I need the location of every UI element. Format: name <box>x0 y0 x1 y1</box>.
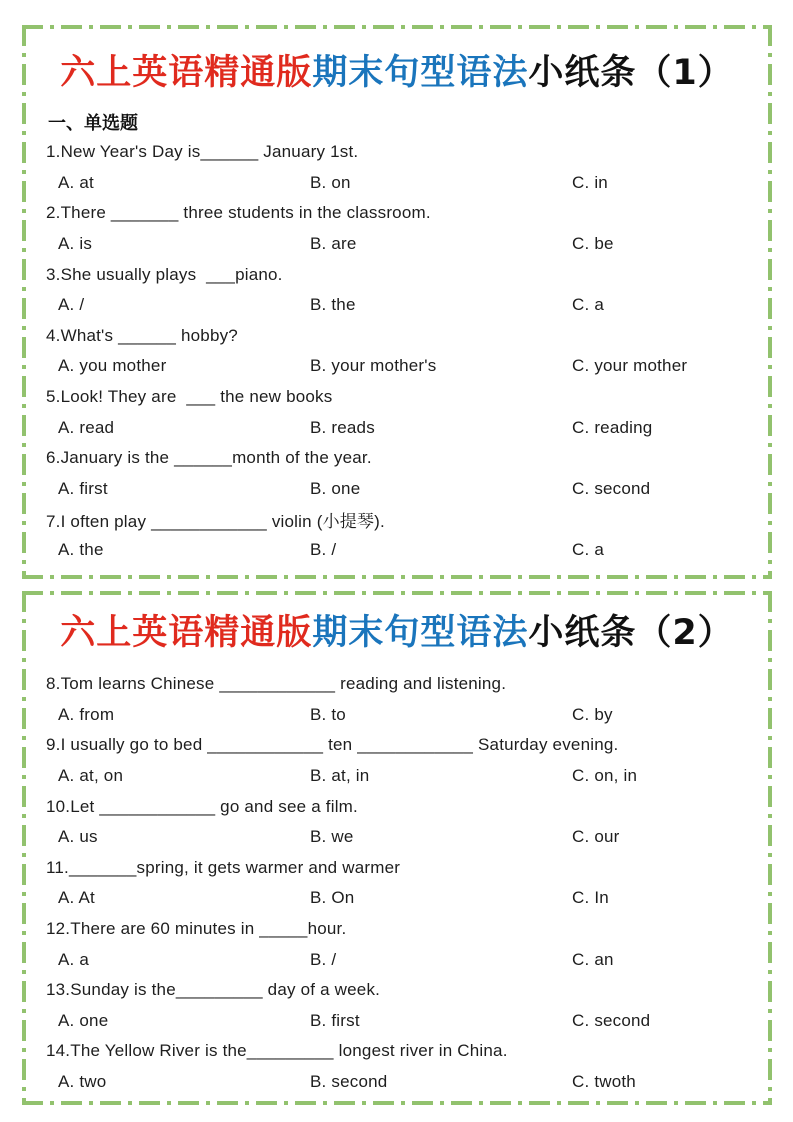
option-a: A. At <box>58 888 95 908</box>
question-row <box>22 1036 772 1097</box>
option-c: C. our <box>572 827 620 847</box>
options-row <box>22 229 772 260</box>
option-b: B. at, in <box>310 766 370 786</box>
option-a: A. first <box>58 478 108 498</box>
title-part-red: 六上英语精通版 <box>60 53 313 93</box>
options-row <box>22 761 772 792</box>
option-b: B. reads <box>310 417 375 437</box>
options-row <box>22 474 772 505</box>
section-subheading: 一、单选题 <box>48 113 138 133</box>
question-row <box>22 730 772 791</box>
option-b: B. the <box>310 295 356 315</box>
option-c: C. an <box>572 949 614 969</box>
option-a: A. you mother <box>58 356 167 376</box>
worksheet-section-1 <box>22 25 772 579</box>
question-row <box>22 914 772 975</box>
options-row <box>22 351 772 382</box>
section-title <box>22 25 772 97</box>
option-a: A. / <box>58 295 85 315</box>
question-row <box>22 382 772 443</box>
option-c: C. a <box>572 295 604 315</box>
option-a: A. us <box>58 827 98 847</box>
options-row <box>22 535 772 566</box>
question-text: 2.There _______ three students in the classroom. <box>46 203 431 223</box>
option-b: B. your mother's <box>310 356 437 376</box>
options-row <box>22 168 772 199</box>
title-part-blue: 期末句型语法 <box>312 53 529 93</box>
option-c: C. a <box>572 540 604 560</box>
option-b: B. first <box>310 1010 360 1030</box>
question-row <box>22 198 772 259</box>
option-c: C. second <box>572 1010 651 1030</box>
title-part-black: 小纸条（1） <box>528 53 734 93</box>
question-text: 5.Look! They are ___ the new books <box>46 387 333 407</box>
question-text: 10.Let ____________ go and see a film. <box>46 796 358 816</box>
option-c: C. twoth <box>572 1072 636 1092</box>
question-row <box>22 791 772 852</box>
option-a: A. the <box>58 540 104 560</box>
question-text: 9.I usually go to bed ____________ ten ____________ Saturday evening. <box>46 735 619 755</box>
option-a: A. a <box>58 949 90 969</box>
options-row <box>22 1006 772 1037</box>
question-text: 6.January is the ______month of the year. <box>46 448 372 468</box>
option-b: B. on <box>310 172 351 192</box>
options-row <box>22 822 772 853</box>
question-text: 4.What's ______ hobby? <box>46 325 238 345</box>
option-b: B. are <box>310 234 357 254</box>
question-row <box>22 321 772 382</box>
option-b: B. / <box>310 540 337 560</box>
option-a: A. from <box>58 704 115 724</box>
options-row <box>22 700 772 731</box>
option-b: B. one <box>310 478 361 498</box>
question-row <box>22 137 772 198</box>
title-part-black: 小纸条（2） <box>528 613 734 653</box>
question-row <box>22 259 772 320</box>
option-a: A. at <box>58 172 94 192</box>
question-text: 11._______spring, it gets warmer and warmer <box>46 857 401 877</box>
option-c: C. on, in <box>572 766 638 786</box>
question-text: 7.I often play ____________ violin (小提琴). <box>46 511 385 531</box>
options-row <box>22 412 772 443</box>
options-row <box>22 290 772 321</box>
option-b: B. second <box>310 1072 388 1092</box>
question-row <box>22 853 772 914</box>
option-c: C. in <box>572 172 608 192</box>
question-row <box>22 975 772 1036</box>
option-b: B. / <box>310 949 337 969</box>
question-text: 3.She usually plays ___piano. <box>46 264 283 284</box>
option-c: C. your mother <box>572 356 688 376</box>
question-list <box>22 669 772 1097</box>
option-b: B. On <box>310 888 355 908</box>
options-row <box>22 1067 772 1098</box>
option-c: C. second <box>572 478 651 498</box>
question-text: 8.Tom learns Chinese ____________ reading and listening. <box>46 674 507 694</box>
option-a: A. is <box>58 234 93 254</box>
option-c: C. reading <box>572 417 653 437</box>
option-a: A. two <box>58 1072 107 1092</box>
question-row <box>22 504 772 565</box>
question-text: 14.The Yellow River is the_________ longest river in China. <box>46 1041 508 1061</box>
question-text: 1.New Year's Day is______ January 1st. <box>46 142 359 162</box>
question-row <box>22 443 772 504</box>
option-c: C. by <box>572 704 613 724</box>
section-title <box>22 591 772 657</box>
options-row <box>22 883 772 914</box>
title-part-blue: 期末句型语法 <box>312 613 529 653</box>
option-a: A. one <box>58 1010 109 1030</box>
option-a: A. read <box>58 417 115 437</box>
option-a: A. at, on <box>58 766 124 786</box>
option-c: C. be <box>572 234 614 254</box>
options-row <box>22 944 772 975</box>
question-text: 13.Sunday is the_________ day of a week. <box>46 980 381 1000</box>
option-b: B. we <box>310 827 354 847</box>
question-text: 12.There are 60 minutes in _____hour. <box>46 919 347 939</box>
title-part-red: 六上英语精通版 <box>60 613 313 653</box>
option-c: C. In <box>572 888 609 908</box>
worksheet-section-2 <box>22 591 772 1105</box>
question-list <box>22 137 772 565</box>
question-row <box>22 669 772 730</box>
option-b: B. to <box>310 704 346 724</box>
